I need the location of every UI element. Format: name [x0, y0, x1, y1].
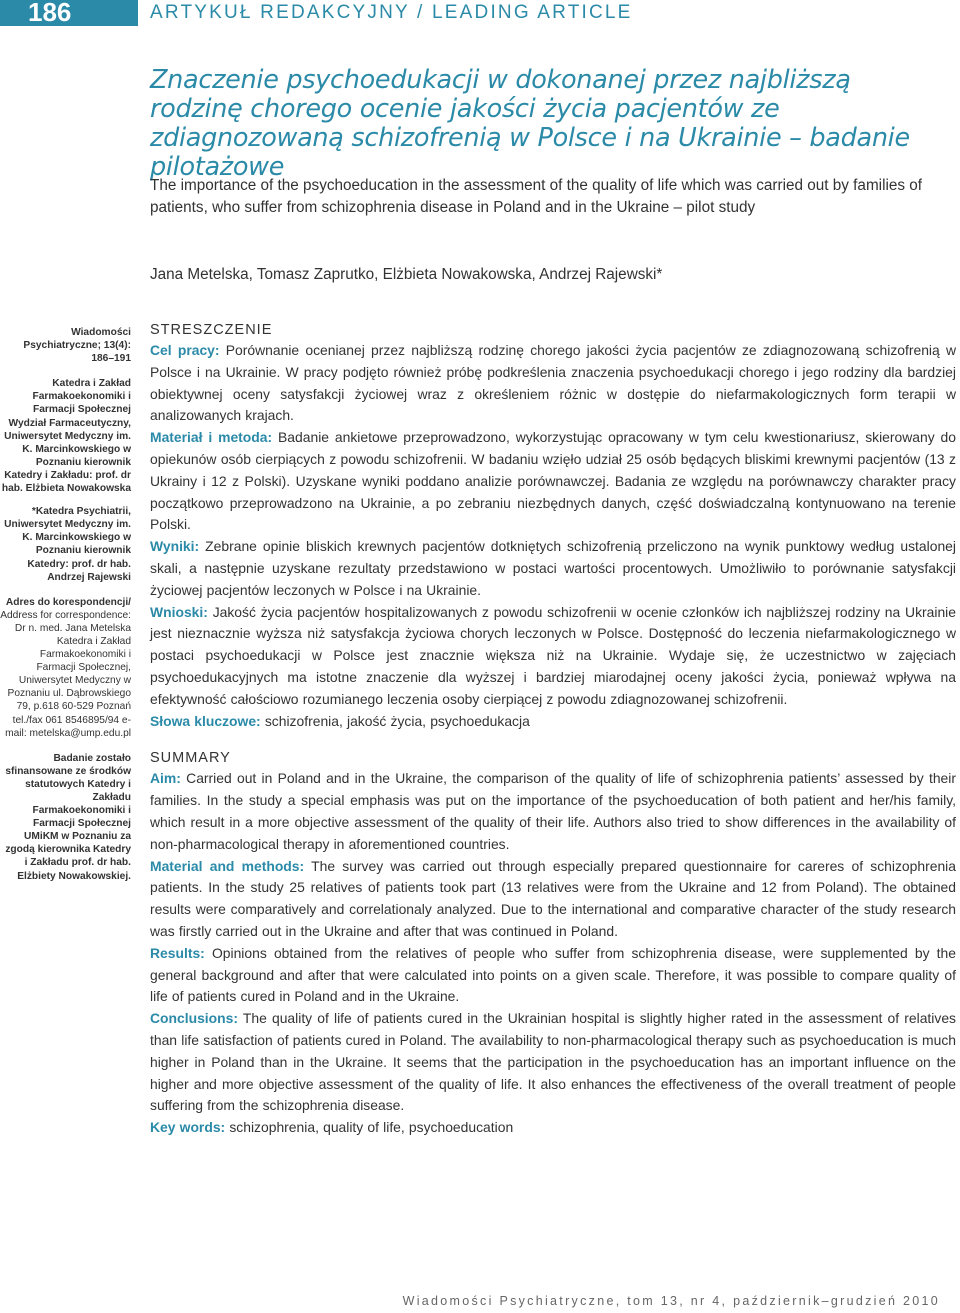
top-bar — [0, 0, 960, 26]
streszczenie-results — [150, 536, 956, 601]
summary-results — [150, 943, 956, 1008]
text: Carried out in Poland and in the Ukraine, the comparison of the quality of life of schizophrenia patients’ assessed by their families. In the study a special emphasis was put on the importance of the psychoeducation of both patient and her/his family, which result in a more objective assessment of the quality of their life. Authors also tried to show differences in the availability of non-pharmacological therapy in aforementioned countries. — [150, 770, 956, 852]
affiliation-secondary: *Katedra Psychiatrii, Uniwersytet Medyczny im. K. Marcinkowskiego w Poznaniu kierownik Katedry: prof. dr hab. Andrzej Rajewski — [4, 506, 131, 583]
label: Wyniki: — [150, 538, 200, 555]
label: Cel pracy: — [150, 342, 220, 358]
streszczenie-methods — [150, 427, 956, 536]
correspondence-label — [0, 596, 131, 622]
text: Badanie ankietowe przeprowadzono, wykorzystując opracowany w tym celu kwestionariusz, skierowany do opiekunów osób cierpiących z powodu schizofrenii. W badaniu wzięło udział 25 osób będących bliskimi krewnymi pacjentów (13 z Ukrainy i 12 z Polski). Uzyskane wyniki poddano analizie porównawczej. Badania ze względu na porównawczy charakter pracy początkowo przeprowadzono na Ukrainie, a po zebraniu niezbędnych danych, część doświadczalną kontynuowano na terenie Polski. — [150, 429, 956, 533]
correspondence-label-pl: Adres do korespondencji/ — [5, 596, 131, 608]
text: Jakość życia pacjentów hospitalizowanych z powodu schizofrenii w ocenie członków ich najbliższej rodziny na Ukrainie jest nieznacznie wyższa niż satysfakcja życiowa chorych leczonych w Polsce. Dostępność do leczenia niefarmakologicznego w postaci psychoedukacji w Polsce jest znacznie większa niż na Ukrainie. Wydaje się, że uczestnictwo w zajęciach psychoedukacyjnych ma istotne znaczenie dla wyższej i bardziej miarodajnej oceny jakości życia, ponieważ wpływa na efektywność całościowo rozumianego leczenia osoby cierpiącej z powodu zdiagnozowanej schizofrenii. — [150, 603, 956, 707]
page-number: 186 — [0, 0, 138, 26]
sidebar — [0, 326, 131, 883]
funding-note: Badanie zostało sfinansowane ze środków statutowych Katedry i Zakładu Farmakoekonomiki i Farmacji Społecznej UMiKM w Poznaniu za zgodą kierownika Katedry i Zakładu prof. dr hab. Elżbiety Nowakowskiej. — [5, 752, 131, 882]
article-title-english: The importance of the psychoeducation in the assessment of the quality of life which was carried out by families of patients, who suffer from schizophrenia disease in Poland and in the Ukraine – pilot study — [150, 177, 923, 216]
text: Zebrane opinie bliskich krewnych pacjentów dotkniętych schizofrenią przeliczono na wynik punktowy według ustalonej skali, a następnie uzyskane rezultaty przedstawiono w postaci wartości procentowych. Umożliwiło to porównanie satysfakcji życiowej pacjentów leczonych w Polsce i na Ukrainie. — [150, 538, 956, 598]
label: Material and methods: — [150, 857, 305, 874]
correspondence-address: Dr n. med. Jana Metelska Katedra i Zakład Farmakoekonomiki i Farmacji Społecznej, Uniwersytet Medyczny w Poznaniu ul. Dąbrowskiego 79, p.618 60-529 Poznań tel./fax 061 8546895/94 e-mail: metelska@ump.edu.pl — [5, 622, 131, 739]
article-title-polish: Znaczenie psychoedukacji w dokonanej przez najbliższą rodzinę chorego ocenie jakości życia pacjentów ze zdiagnozowaną schizofrenią w Polsce i na Ukrainie – badanie pilotażowe — [150, 65, 910, 182]
label: Results: — [150, 944, 205, 961]
label: Wnioski: — [150, 603, 208, 620]
text: The quality of life of patients cured in the Ukrainian hospital is slightly higher rated in the assessment of relatives than life satisfaction of patients cured in Poland. The availability to non-pharmacological therapy such as psychoeducation is much higher in Poland than in the Ukraine. It seems that the participation in the psychoeducation has an important influence on the higher and more objective assessment of the quality of life. It also enhances the effectiveness of the overall treatment of people suffering from the schizophrenia disease. — [150, 1010, 956, 1114]
text: schizophrenia, quality of life, psychoeducation — [229, 1119, 514, 1136]
text: The survey was carried out through especially prepared questionnaire for careres of schizophrenia patients. In the study 25 relatives of patients took part (13 relatives were from the Ukraine and 12 from Poland). The obtained results were comparatively and correlationaly analyzed. Due to the international and comparative character of the study research was firstly carried out in the Ukraine and after that was continued in Poland. — [150, 857, 956, 939]
text: schizofrenia, jakość życia, psychoedukacja — [264, 712, 530, 729]
label: Aim: — [150, 770, 181, 787]
summary-heading: SUMMARY — [150, 750, 231, 767]
abstract-column — [150, 322, 956, 1139]
summary-methods — [150, 856, 956, 943]
correspondence-label-en: Address for correspondence: — [0, 609, 131, 621]
summary-aim — [150, 768, 956, 855]
summary-keywords — [150, 1117, 956, 1139]
label: Key words: — [150, 1119, 226, 1136]
affiliation-primary: Katedra i Zakład Farmakoekonomiki i Farmacji Społecznej Wydział Farmaceutyczny, Uniwersytet Medyczny im. K. Marcinkowskiego w Poznaniu kierownik Katedry i Zakładu: prof. dr hab. Elżbieta Nowakowska — [1, 378, 131, 495]
text: Porównanie ocenianej przez najbliższą rodzinę chorego jakości życia pacjentów ze zdiagnozowaną schizofrenią w Polsce i na Ukrainie. W pracy podjęto również próbę podkreślenia znaczenia psychoedukacji chorego i jego rodziny dla bardziej obiektywnej oceny satysfakcji życiowej wraz z określeniem różnic w dostępie do niefarmakologicznych form terapii w analizowanych krajach. — [150, 342, 956, 424]
streszczenie-heading: STRESZCZENIE — [150, 322, 273, 338]
label: Słowa kluczowe: — [150, 712, 261, 729]
journal-citation: Wiadomości Psychiatryczne; 13(4): 186–191 — [23, 327, 131, 365]
footer-citation: Wiadomości Psychiatryczne, tom 13, nr 4, październik–grudzień 2010 — [402, 1294, 940, 1308]
label: Materiał i metoda: — [150, 429, 273, 446]
author-list: Jana Metelska, Tomasz Zaprutko, Elżbieta Nowakowska, Andrzej Rajewski* — [150, 266, 663, 283]
text: Opinions obtained from the relatives of people who suffer from schizophrenia disease, were supplemented by the general background and after that were calculated into points on a given scale. Therefore, it was possible to compare quality of life of patients cured in Poland and in the Ukraine. — [150, 944, 956, 1005]
summary-conclusions — [150, 1008, 956, 1117]
streszczenie-conclusions — [150, 602, 956, 711]
streszczenie-keywords — [150, 711, 956, 733]
label: Conclusions: — [150, 1010, 238, 1027]
streszczenie-aim — [150, 340, 956, 427]
running-head: ARTYKUŁ REDAKCYJNY / LEADING ARTICLE — [150, 2, 633, 23]
